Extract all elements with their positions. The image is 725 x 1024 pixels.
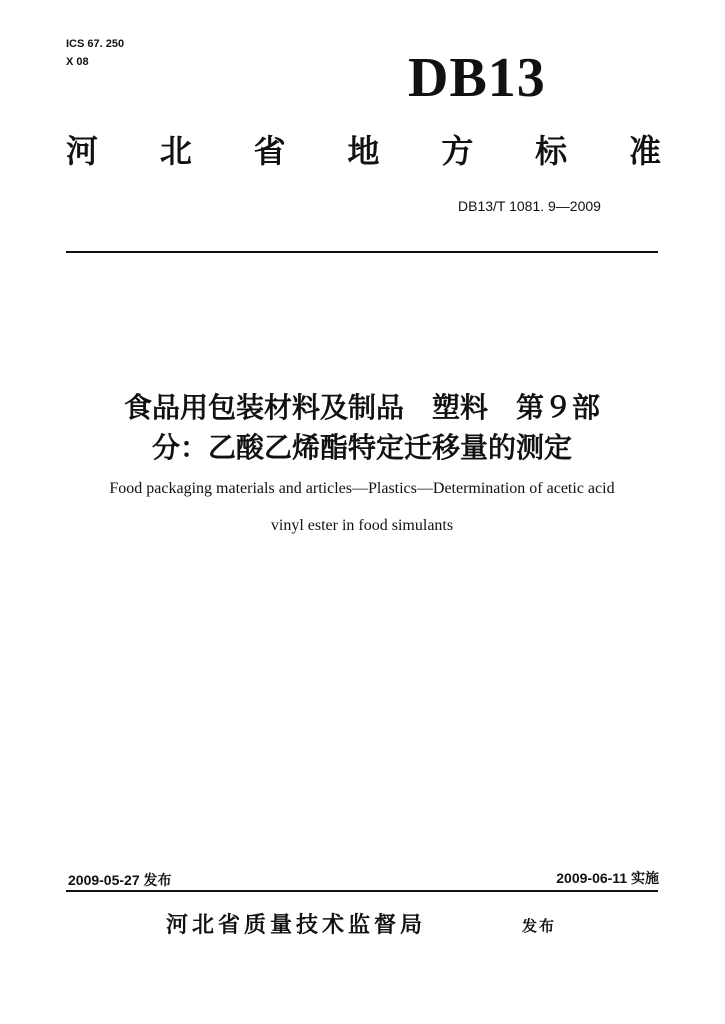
db13-logo: DB13 xyxy=(408,47,546,109)
ics-code: ICS 67. 250 xyxy=(66,38,125,50)
footer-divider xyxy=(66,890,658,892)
english-title-line-2: vinyl ester in food simulants xyxy=(270,517,454,534)
issue-date: 2009-05-27 发布 xyxy=(68,872,172,888)
header-divider xyxy=(66,251,658,253)
issuing-authority: 河北省质量技术监督局 xyxy=(166,913,427,938)
classification-code: X 08 xyxy=(66,56,89,68)
standard-type-char: 准 xyxy=(628,132,661,170)
chinese-title-line-1: 食品用包装材料及制品 塑料 第９部 xyxy=(123,391,600,424)
chinese-title-line-2: 分：乙酸乙烯酯特定迁移量的测定 xyxy=(151,431,572,464)
release-label: 发布 xyxy=(522,917,557,935)
standard-type-char: 方 xyxy=(441,132,474,170)
standard-type-char: 省 xyxy=(253,132,286,170)
standard-type-char: 地 xyxy=(347,132,380,170)
standard-type-char: 北 xyxy=(159,132,192,170)
chinese-title xyxy=(66,388,658,468)
english-title-line-1: Food packaging materials and articles—Plastics—Determination of acetic acid xyxy=(109,480,615,497)
standard-number: DB13/T 1081. 9—2009 xyxy=(458,198,601,214)
standard-type-title xyxy=(66,131,661,171)
standard-type-char: 河 xyxy=(66,132,99,170)
implementation-date: 2009-06-11 实施 xyxy=(556,870,659,886)
standard-type-char: 标 xyxy=(535,132,568,170)
